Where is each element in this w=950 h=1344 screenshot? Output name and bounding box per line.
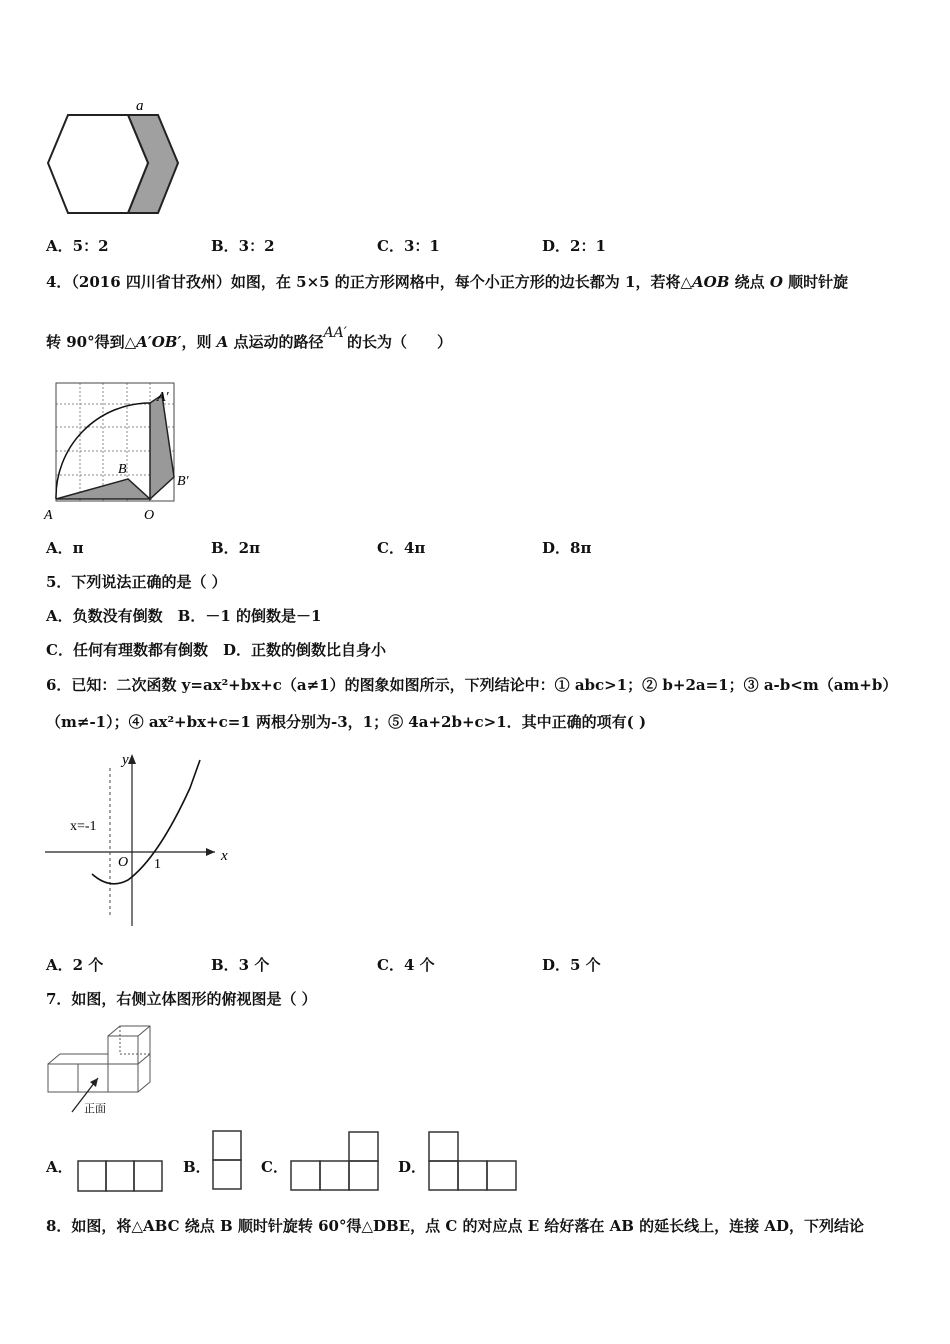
- q7-option-b-figure: [211, 1129, 245, 1193]
- q4-option-c: C．4π: [377, 539, 426, 557]
- solid-figure: [40, 1020, 170, 1120]
- x-axis-label: x: [221, 848, 228, 864]
- q6-option-d: D．5 个: [542, 956, 601, 974]
- q7-option-b-label: B．: [183, 1158, 211, 1176]
- q6-stem-line2: （m≠-1）；④ ax²+bx+c=1 两根分别为-3，1；⑤ 4a+2b+c>1．其中正确的项有( ): [46, 713, 647, 731]
- q6-option-b: B．3 个: [211, 956, 270, 974]
- q5-options-cd: C．任何有理数都有倒数 D．正数的倒数比自身小: [46, 641, 386, 659]
- origin-label: O: [118, 855, 129, 870]
- q7-option-c-label: C．: [261, 1158, 288, 1176]
- symmetry-label: x=-1: [70, 819, 97, 834]
- front-label: 正面: [84, 1102, 106, 1115]
- q3-option-a: A．5：2: [46, 237, 109, 255]
- hexagon-figure: [40, 95, 190, 225]
- q4-option-a: A．π: [46, 539, 84, 557]
- q8-stem-line1: 8．如图，将△ABC 绕点 B 顺时针旋转 60°得△DBE，点 C 的对应点 E 给好落在 AB 的延长线上，连接 AD，下列结论: [46, 1217, 864, 1235]
- q4-stem-line1: 4．（2016 四川省甘孜州）如图，在 5×5 的正方形网格中，每个小正方形的边长都为 1，若将△AOB 绕点 O 顺时针旋: [46, 273, 849, 291]
- x-axis-arrow: [206, 848, 215, 856]
- side-label-a: a: [136, 98, 144, 114]
- y-axis-arrow: [128, 754, 136, 764]
- q5-options-ab: A．负数没有倒数 B．－1 的倒数是－1: [46, 607, 322, 625]
- q4-option-b: B．2π: [211, 539, 261, 557]
- q5-stem: 5．下列说法正确的是（ ）: [46, 573, 227, 591]
- parabola-curve: [92, 760, 200, 884]
- q4-stem-line2: 转 90°得到△A′OB′，则 A 点运动的路径AA′的长为（ ）: [46, 325, 452, 351]
- point-label-a-prime: A′: [157, 390, 169, 405]
- q7-option-a-label: A．: [46, 1158, 73, 1176]
- q3-option-d: D．2：1: [542, 237, 606, 255]
- q7-stem: 7．如图，右侧立体图形的俯视图是（ ）: [46, 990, 317, 1008]
- root-label-1: 1: [154, 857, 161, 872]
- q6-option-a: A．2 个: [46, 956, 104, 974]
- point-label-o: O: [144, 508, 155, 523]
- q7-option-d-label: D．: [398, 1158, 427, 1176]
- q7-option-d-figure: [427, 1130, 523, 1194]
- point-label-a: A: [44, 508, 53, 523]
- q6-stem-line1: 6．已知：二次函数 y=ax²+bx+c（a≠1）的图象如图所示，下列结论中：① abc>1；② b+2a=1；③ a-b<m（am+b）: [46, 676, 898, 694]
- point-label-b-prime: B′: [177, 474, 189, 489]
- rotation-grid-figure: [40, 375, 200, 525]
- q6-option-c: C．4 个: [377, 956, 435, 974]
- arc-aa-label: AA′: [323, 325, 347, 341]
- q7-option-a-figure: [76, 1158, 166, 1194]
- q7-option-c-figure: [289, 1130, 383, 1194]
- point-label-b: B: [118, 462, 127, 477]
- q4-option-d: D．8π: [542, 539, 592, 557]
- parabola-graph: [40, 748, 240, 933]
- q3-option-b: B．3：2: [211, 237, 275, 255]
- y-axis-label: y: [122, 752, 129, 768]
- q3-option-c: C．3：1: [377, 237, 440, 255]
